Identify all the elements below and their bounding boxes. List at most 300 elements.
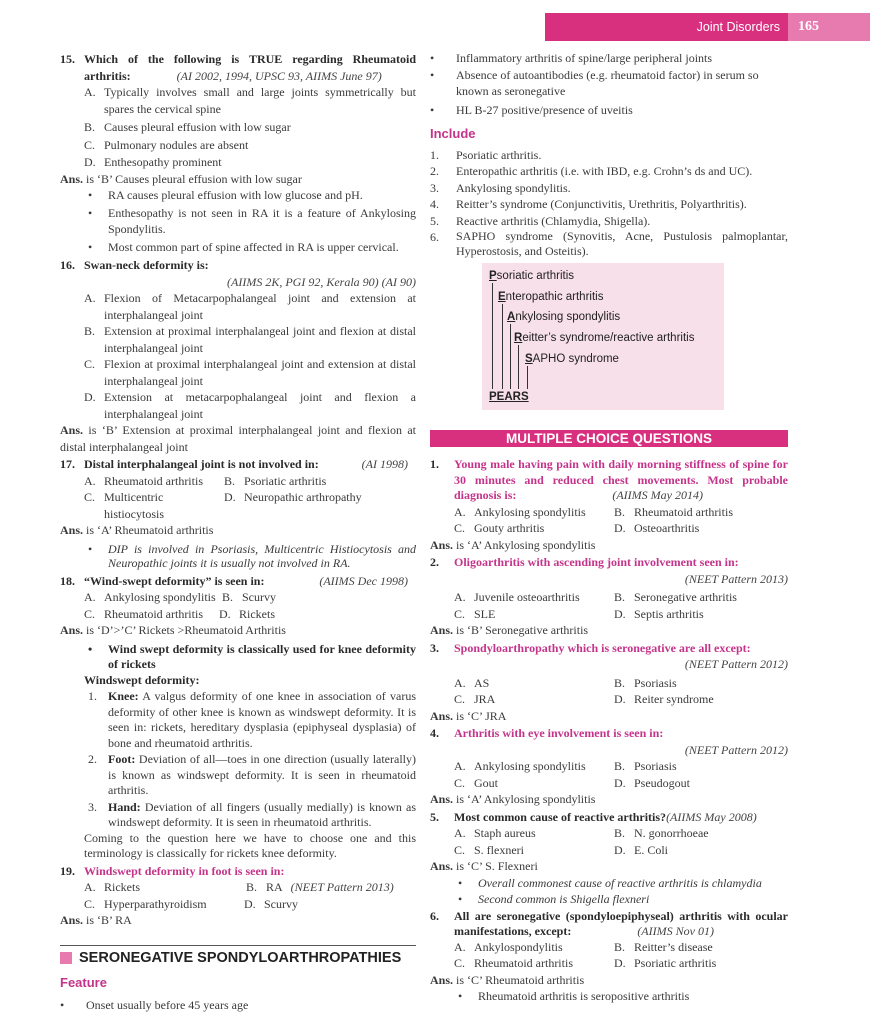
option-letter: D. — [614, 521, 626, 535]
option-text: Reitter’s disease — [634, 939, 713, 954]
option-cell — [84, 606, 219, 623]
option-text: Extension at metacarpophalangeal joint and flexion a interphalangeal joint — [104, 390, 416, 421]
option-row — [430, 691, 788, 708]
include-item — [430, 196, 788, 213]
answer-label: Ans. — [60, 913, 84, 927]
option-text: Neuropathic arthropathy — [244, 490, 362, 504]
question-source: (AIIMS May 2014) — [612, 488, 703, 502]
item-number: 19. — [60, 863, 75, 878]
option-cell — [614, 825, 709, 842]
option-text: Rheumatoid arthritis — [634, 504, 733, 519]
bullet-text: Onset usually before 45 years age — [86, 997, 249, 1012]
answer-text: is ‘A’ Ankylosing spondylitis — [456, 537, 596, 552]
option — [60, 119, 416, 136]
question-number: 15. — [60, 52, 75, 66]
answer — [430, 972, 788, 989]
option-text: N. gonorrhoeae — [634, 826, 709, 840]
item-text — [108, 689, 416, 751]
option-letter: D. — [84, 155, 96, 169]
option-cell — [614, 758, 677, 775]
option-cell — [454, 589, 614, 606]
question-source: (AIIMS Nov 01) — [637, 923, 714, 938]
bullet — [60, 187, 416, 204]
mcq-4 — [430, 725, 788, 758]
mcq-2 — [430, 554, 788, 587]
option-row — [430, 504, 788, 521]
option-text: Ankylosing spondylitis — [104, 590, 216, 604]
option-text: Psoriatic arthritis — [244, 473, 327, 488]
question-body — [454, 809, 788, 826]
mnemonic-initial: E — [498, 291, 506, 303]
option-text: Septis arthritis — [634, 606, 704, 621]
option-cell — [246, 879, 394, 896]
bullet — [60, 205, 416, 238]
question-text: Oligoarthritis with ascending joint involvement seen in: — [454, 555, 739, 569]
feature-bullet — [60, 997, 416, 1014]
bullet-text: RA causes pleural effusion with low glucose and pH. — [108, 188, 363, 202]
answer — [430, 858, 788, 875]
answer-label: Ans. — [60, 623, 84, 637]
option-letter: A. — [454, 759, 466, 773]
option-text: Rickets — [239, 606, 275, 621]
option-letter: A. — [454, 590, 466, 604]
mnemonic-line — [489, 268, 574, 285]
question-16 — [60, 257, 416, 290]
option-letter: C. — [454, 842, 466, 857]
option-text: Pulmonary nodules are absent — [104, 137, 249, 152]
feature-bullet — [430, 102, 788, 119]
page-number: 165 — [788, 13, 870, 41]
item-label: Knee: — [108, 689, 139, 703]
option-letter: D. — [614, 842, 626, 857]
item-text: Ankylosing spondylitis. — [456, 180, 571, 195]
option-text: Ankylospondylitis — [474, 939, 563, 954]
option-text: Ankylosing spondylitis — [474, 759, 586, 773]
question-body — [84, 257, 416, 290]
option-cell — [614, 691, 714, 708]
option-text: Psoriatic arthritis — [634, 956, 717, 970]
option-cell — [614, 842, 668, 859]
include-item — [430, 163, 788, 180]
bullet-text: Enthesopathy is not seen in RA it is a feature of Ankylosing Spondylitis. — [108, 205, 416, 236]
option-letter: B. — [614, 590, 626, 604]
option-text: JRA — [474, 692, 496, 706]
include-item — [430, 213, 788, 230]
option-text: Rheumatoid arthritis — [104, 606, 203, 621]
option-row — [430, 606, 788, 623]
question-text: Young male having pain with daily morning stiffness of spine for 30 minutes and reduced chest movements. Most probable diagnosis is: — [454, 457, 788, 502]
option — [60, 389, 416, 422]
connector-line — [518, 345, 519, 389]
option-letter: A. — [84, 473, 96, 488]
option-letter: B. — [614, 504, 626, 519]
item-text: Reitter’s syndrome (Conjunctivitis, Urethritis, Polyarthritis). — [456, 197, 747, 211]
answer-text: is ‘A’ Ankylosing spondylitis — [456, 792, 596, 806]
option-row — [430, 955, 788, 972]
option-text: Psoriasis — [634, 675, 677, 690]
text: Deviation of all fingers (usually medially) is known as windswept deformity. It is seen in rheumatoid arthritis. — [108, 799, 416, 829]
bullet-text: Absence of autoantibodies (e.g. rheumatoid factor) in serum so known as seronegative — [456, 67, 759, 98]
option-letter: C. — [84, 357, 96, 371]
feature-heading: Feature — [60, 975, 107, 990]
include-item — [430, 229, 788, 259]
answer-label: Ans. — [430, 537, 454, 552]
question-source: (AIIMS 2K, PGI 92, Kerala 90) (AI 90) — [227, 274, 416, 289]
option — [60, 84, 416, 117]
item-number: 18. — [60, 573, 75, 588]
option-letter: C. — [454, 692, 466, 706]
mnemonic-rest: nkylosing spondylitis — [515, 311, 621, 323]
answer-text: is ‘B’ Seronegative arthritis — [456, 623, 589, 637]
bullet-text: Wind swept deformity is classically used for knee deformity of rickets — [108, 641, 416, 671]
bullet-text: Most common part of spine affected in RA is upper cervical. — [108, 239, 399, 254]
answer-label: Ans. — [430, 859, 454, 873]
option-cell — [614, 606, 704, 623]
item-text — [108, 800, 416, 831]
option-text: Rheumatoid arthritis — [104, 473, 203, 488]
bullet — [60, 642, 416, 672]
item-number: 2. — [430, 164, 439, 178]
bullet-icon: • — [88, 239, 93, 254]
answer — [60, 422, 416, 455]
question-source: (NEET Pattern 2012) — [684, 742, 788, 757]
include-item — [430, 180, 788, 197]
question-body — [454, 909, 788, 939]
option-letter: B. — [84, 324, 96, 338]
option-text: S. flexneri — [474, 842, 524, 857]
option-text: Seronegative arthritis — [634, 590, 737, 604]
item-number: 5. — [430, 809, 439, 824]
bullet-text: Second common is Shigella flexneri — [478, 892, 650, 906]
item-text: Reactive arthritis (Chlamydia, Shigella). — [456, 213, 651, 228]
item-number: 3. — [430, 180, 439, 195]
mnemonic-rest: nteropathic arthritis — [505, 291, 604, 303]
section-marker-icon — [60, 952, 72, 964]
option-letter: A. — [454, 939, 466, 954]
answer-text: is ‘C’ Rheumatoid arthritis — [456, 972, 585, 987]
text: SERONEGATIVE SPONDYLOARTHROPATHIES — [79, 949, 402, 966]
option-cell — [614, 675, 677, 692]
connector-line — [492, 283, 493, 389]
option-text: E. Coli — [634, 842, 669, 857]
answer — [430, 708, 788, 725]
bullet-icon: • — [88, 541, 93, 556]
option-letter: D. — [614, 692, 626, 706]
question-source: (AI 1998) — [361, 457, 408, 471]
option-letter: A. — [84, 85, 96, 99]
question-text: Distal interphalangeal joint is not involved in: — [84, 457, 319, 471]
option-letter: C. — [84, 606, 96, 621]
item-number: 2. — [88, 752, 97, 766]
answer-text: is ‘A’ Rheumatoid arthritis — [86, 523, 214, 537]
bullet-icon: • — [88, 188, 93, 202]
option-cell — [84, 489, 224, 522]
question-source: (NEET Pattern 2012) — [684, 657, 788, 671]
option-letter: A. — [84, 590, 96, 604]
item-label: Foot: — [108, 752, 136, 766]
answer-label: Ans. — [60, 423, 84, 437]
numbered-item — [60, 689, 416, 751]
option-row — [430, 675, 788, 692]
bullet-icon: • — [458, 989, 463, 1003]
bullet-text: Inflammatory arthritis of spine/large peripheral joints — [456, 51, 713, 65]
bullet-text: HL B-27 positive/presence of uveitis — [456, 102, 633, 117]
include-item — [430, 147, 788, 164]
bullet-icon: • — [88, 641, 93, 656]
bullet — [430, 891, 788, 908]
answer-label: Ans. — [430, 972, 454, 987]
option-text: Scurvy — [264, 896, 298, 911]
option-cell — [614, 504, 733, 521]
option-letter: A. — [84, 880, 96, 894]
option-text: Typically involves small and large joints symmetrically but spares the cervical spine — [104, 85, 416, 116]
option-letter: B. — [224, 473, 236, 488]
question-source: (AIIMS May 2008) — [666, 809, 757, 824]
mcq-banner: MULTIPLE CHOICE QUESTIONS — [430, 430, 788, 447]
feature-bullet — [430, 50, 788, 67]
option-row — [60, 606, 416, 623]
option — [60, 154, 416, 171]
bullet — [60, 239, 416, 256]
bullet-icon: • — [88, 205, 93, 220]
option — [60, 356, 416, 389]
mcq-6 — [430, 909, 788, 939]
option-row — [430, 939, 788, 956]
option-letter: C. — [454, 521, 466, 535]
option-cell — [454, 825, 614, 842]
option-row — [430, 589, 788, 606]
numbered-item — [60, 800, 416, 831]
item-number: 6. — [430, 230, 439, 244]
option-text: AS — [474, 675, 490, 690]
option-letter: D. — [244, 896, 256, 911]
question-text: Which of the following is TRUE regarding Rheumatoid arthritis: — [84, 52, 416, 83]
mnemonic-line — [525, 351, 619, 368]
option-letter: A. — [454, 826, 466, 840]
mnemonic-initial: R — [514, 332, 523, 344]
option-cell — [84, 473, 224, 490]
question-body — [84, 573, 416, 590]
item-number: 17. — [60, 457, 75, 471]
answer — [430, 791, 788, 808]
option-letter: D. — [614, 775, 626, 790]
bullet-icon: • — [430, 51, 435, 65]
option-letter: B. — [614, 826, 626, 840]
answer-text: is ‘C’ S. Flexneri — [456, 859, 538, 873]
option-letter: D. — [219, 606, 231, 621]
connector-line — [527, 366, 528, 389]
option-cell — [222, 589, 276, 606]
item-number: 4. — [430, 726, 439, 740]
option-letter: D. — [614, 606, 626, 621]
option-letter: D. — [614, 956, 626, 970]
item-number: 3. — [88, 799, 97, 814]
item-number: 1. — [88, 689, 97, 703]
pears-mnemonic-box — [482, 263, 724, 410]
question-text: Swan-neck deformity is: — [84, 258, 209, 272]
item-text: Enteropathic arthritis (i.e. with IBD, e.g. Crohn’s ds and UC). — [456, 164, 753, 178]
question-body — [84, 456, 416, 473]
question-text: Windswept deformity in foot is seen in: — [84, 863, 285, 878]
question-body — [454, 725, 788, 758]
option-letter: B. — [246, 880, 258, 894]
chapter-title: Joint Disorders — [545, 13, 788, 41]
left-column — [60, 50, 416, 1013]
question-source: (NEET Pattern 2013) — [684, 571, 788, 586]
option-text: Psoriasis — [634, 759, 677, 773]
option-cell — [614, 939, 713, 956]
item-number: 1. — [430, 457, 439, 471]
question-body — [454, 640, 788, 673]
sub-heading: Windswept deformity: — [84, 672, 200, 687]
question-body — [454, 457, 788, 504]
option-cell — [219, 606, 275, 623]
option-cell — [454, 842, 614, 859]
question-text: Most common cause of reactive arthritis? — [454, 809, 667, 824]
option-cell — [454, 758, 614, 775]
answer-label: Ans. — [430, 623, 454, 637]
option-cell — [84, 589, 222, 606]
option-letter: A. — [454, 675, 466, 690]
option-cell — [454, 504, 614, 521]
page-header — [545, 13, 870, 41]
option-cell — [454, 939, 614, 956]
option-letter: C. — [454, 956, 466, 970]
option-row — [430, 825, 788, 842]
option — [60, 323, 416, 356]
answer — [60, 522, 416, 539]
answer-text: is ‘D’>’C’ Rickets >Rheumatoid Arthritis — [86, 623, 286, 637]
option-text: Juvenile osteoarthritis — [474, 590, 580, 604]
bullet-icon: • — [60, 997, 65, 1012]
option-row — [430, 758, 788, 775]
option-text: RA — [266, 880, 283, 894]
answer-text: is ‘B’ Extension at proximal interphalangeal joint and flexion at distal interphalangeal joint — [60, 423, 417, 454]
feature-bullet — [430, 67, 788, 100]
text: Deviation of all—toes in one direction (usually laterally) is known as windswept deformity. It is seen in rheumatoid arthritis. — [108, 752, 416, 797]
bullet-text: DIP is involved in Psoriasis, Multicentric Histiocytosis and Neuropathic joints it is usually not involved in RA. — [108, 541, 416, 570]
option-cell — [454, 691, 614, 708]
option-cell — [454, 955, 614, 972]
option-text: Causes pleural effusion with low sugar — [104, 120, 291, 134]
question-text: “Wind-swept deformity” is seen in: — [84, 573, 265, 588]
item-number: 2. — [430, 555, 439, 569]
question-text: Spondyloarthropathy which is seronegative are all except: — [454, 640, 751, 655]
answer — [430, 622, 788, 639]
option-text: Flexion of Metacarpophalangeal joint and extension at interphalangeal joint — [104, 291, 416, 322]
option-letter: B. — [222, 590, 234, 604]
include-heading: Include — [430, 126, 476, 141]
mcq-5 — [430, 809, 788, 826]
item-number: 5. — [430, 213, 439, 228]
option-text: Gouty arthritis — [474, 521, 545, 535]
option-text: Reiter syndrome — [634, 692, 714, 706]
bullet-icon: • — [430, 102, 435, 117]
answer-label: Ans. — [430, 792, 454, 806]
question-source: (NEET Pattern 2013) — [290, 880, 394, 894]
option-letter: A. — [454, 504, 466, 519]
mnemonic-initial: P — [489, 270, 497, 282]
mnemonic-line — [498, 289, 603, 306]
option-text: Scurvy — [242, 590, 276, 604]
question-17 — [60, 456, 416, 473]
option-text: Pseudogout — [634, 775, 691, 790]
option-text: Enthesopathy prominent — [104, 155, 222, 169]
option-letter: D. — [84, 390, 96, 404]
option-cell — [454, 675, 614, 692]
option-cell — [84, 879, 246, 896]
option-letter: C. — [84, 137, 96, 152]
option-letter: C. — [84, 896, 96, 911]
option-letter: C. — [84, 490, 96, 504]
bullet — [430, 988, 788, 1005]
answer-label: Ans. — [60, 171, 84, 186]
question-body — [84, 51, 416, 84]
option-cell — [224, 473, 326, 490]
option-cell — [454, 520, 614, 537]
mnemonic-initial: A — [507, 311, 516, 323]
question-15 — [60, 51, 416, 84]
answer — [60, 622, 416, 639]
bullet — [60, 542, 416, 570]
item-number: 1. — [430, 147, 439, 162]
option-text: Gout — [474, 775, 498, 790]
item-text: SAPHO syndrome (Synovitis, Acne, Pustulosis palmoplantar, Hyperostosis, and Osteitis). — [456, 229, 788, 258]
question-text: All are seronegative (spondyloepiphyseal) arthritis with ocular manifestations, except: — [454, 908, 788, 938]
option-row — [430, 520, 788, 537]
option-row — [60, 896, 416, 913]
option-row — [60, 589, 416, 606]
option-row — [60, 489, 416, 522]
connector-line — [502, 304, 503, 389]
option-row — [60, 879, 416, 896]
mnemonic-rest: soriatic arthritis — [496, 270, 574, 282]
option-row — [430, 842, 788, 859]
bullet — [430, 875, 788, 892]
mcq-3 — [430, 640, 788, 673]
option-letter: B. — [614, 939, 626, 954]
mnemonic-word: PEARS — [489, 391, 529, 403]
question-body — [454, 554, 788, 587]
option-cell — [454, 775, 614, 792]
bullet-icon: • — [430, 67, 435, 82]
option-letter: B. — [84, 120, 96, 134]
answer-label: Ans. — [430, 708, 454, 723]
bullet-text: Rheumatoid arthritis is seropositive arthritis — [478, 989, 690, 1003]
mnemonic-rest: APHO syndrome — [532, 353, 619, 365]
explanation-note: Coming to the question here we have to choose one and this terminology is classically for rickets knee deformity. — [84, 830, 416, 860]
option-text: Extension at proximal interphalangeal joint and flexion at distal interphalangeal joint — [104, 324, 416, 355]
numbered-item — [60, 752, 416, 799]
mnemonic-line — [507, 309, 620, 326]
question-text: Arthritis with eye involvement is seen in: — [454, 726, 664, 740]
answer-text: is ‘B’ RA — [86, 913, 132, 927]
option-text: Osteoarthritis — [634, 521, 700, 535]
bullet-text: Overall commonest cause of reactive arthritis is chlamydia — [478, 875, 762, 890]
option-text: SLE — [474, 606, 496, 621]
question-source: (AI 2002, 1994, UPSC 93, AIIMS June 97) — [176, 68, 382, 83]
option — [60, 290, 416, 323]
option-cell — [454, 606, 614, 623]
item-number: 6. — [430, 908, 439, 923]
answer — [60, 171, 416, 188]
item-number: 3. — [430, 640, 439, 655]
option-text: Ankylosing spondylitis — [474, 504, 586, 519]
option-cell — [614, 520, 699, 537]
connector-line — [510, 324, 511, 389]
option-cell — [614, 589, 737, 606]
option-text: Flexion at proximal interphalangeal joint and extension at distal interphalangeal joint — [104, 357, 416, 388]
